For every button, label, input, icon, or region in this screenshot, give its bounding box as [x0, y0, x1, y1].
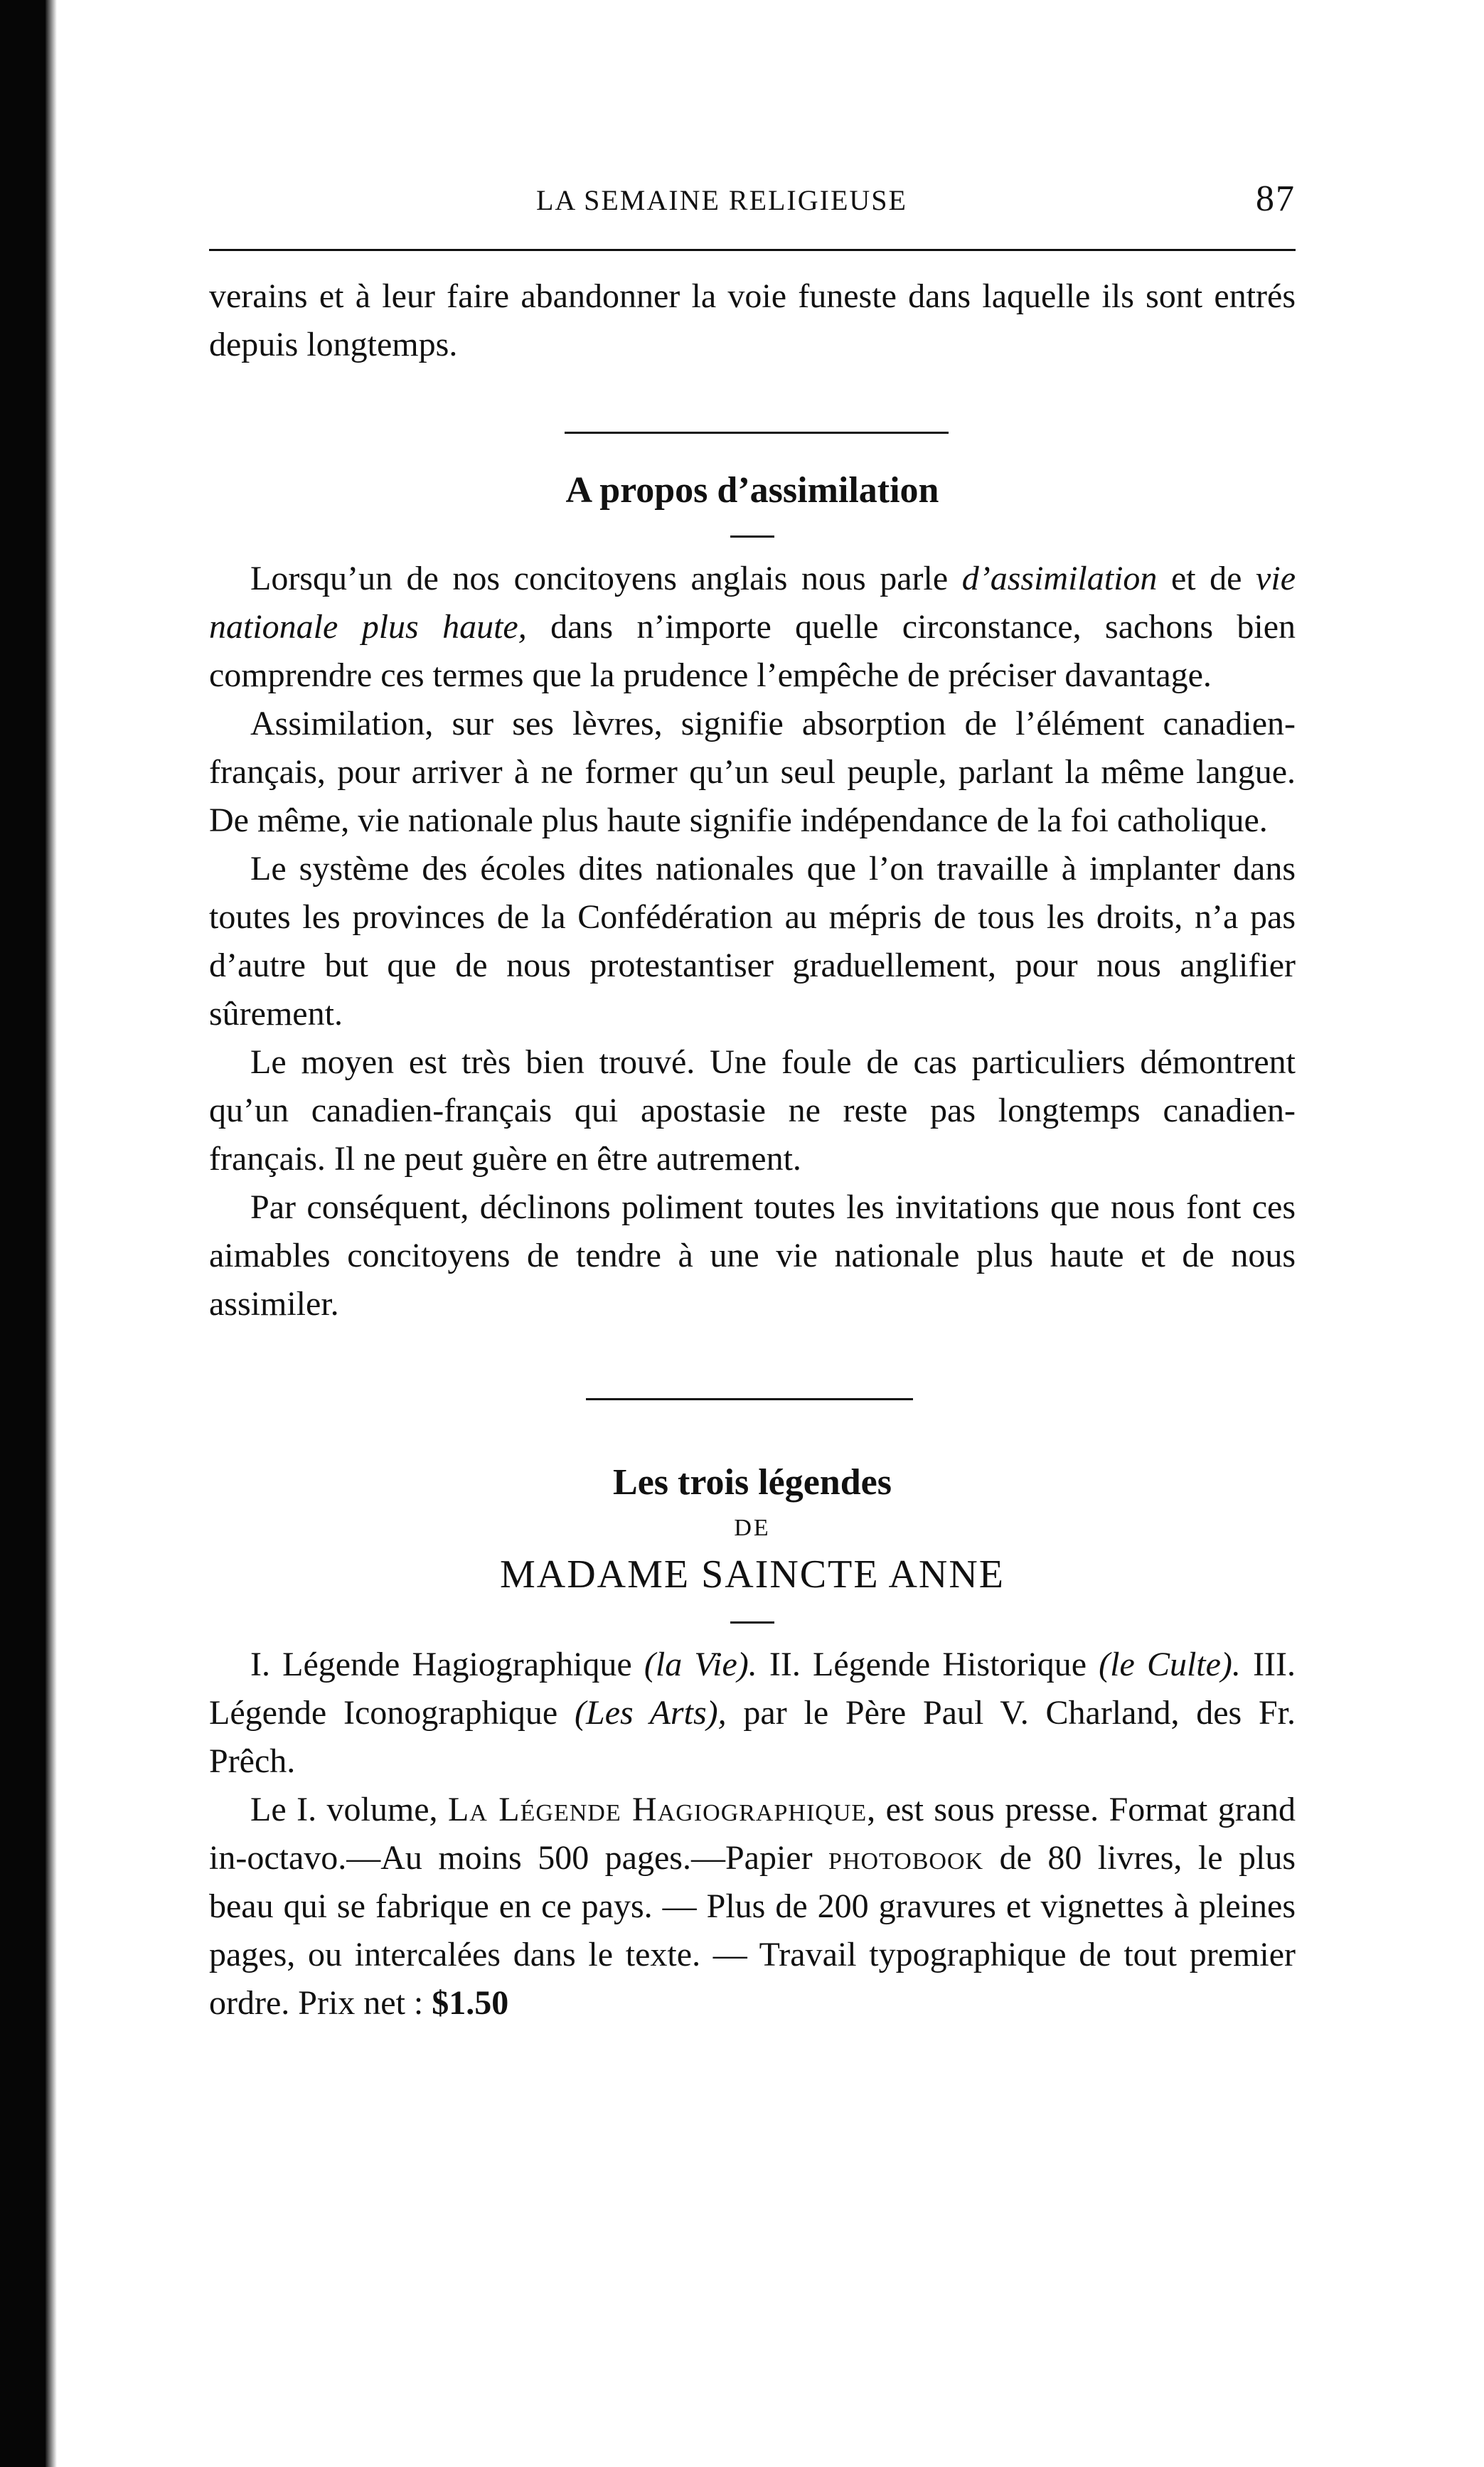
legendes-paragraph-2 — [209, 1786, 1296, 2028]
running-title: LA SEMAINE RELIGIEUSE — [536, 184, 907, 216]
running-head — [209, 178, 1296, 220]
lp2-smallcaps-title: La Légende Hagiographique — [447, 1791, 868, 1828]
article-title-sainte-anne: MADAME SAINCTE ANNE — [500, 1552, 1005, 1597]
legendes-paragraph-1 — [209, 1641, 1296, 1786]
section-divider-2 — [586, 1398, 913, 1400]
title-dash-1 — [730, 536, 774, 538]
lp1-italic-vie: (la Vie). — [644, 1646, 757, 1683]
p1-italic-vie-nationale: vie nationale plus haute, — [209, 560, 1296, 646]
assimilation-paragraph-1 — [209, 555, 1296, 700]
title-dash-2 — [730, 1621, 774, 1624]
header-rule — [209, 249, 1296, 251]
lp2-text-c: , est sous presse. Format grand in-octavo.—Au moins 500 pages.—Papier — [209, 1791, 1296, 1877]
lp2-price: $1.50 — [432, 1984, 509, 2022]
assimilation-paragraph-2: Assimilation, sur ses lèvres, signifie absorption de l’élément canadien-français, pour arriver à ne former qu’un seul peuple, parlant la même langue. De même, vie nationale plus haute signifie indépendance de la foi catholique. — [209, 705, 1296, 839]
p1-italic-assimilation: d’assimilation — [961, 560, 1158, 597]
lp1-text-a: I. Légende Hagiographique — [250, 1646, 644, 1683]
page-number: 87 — [1256, 179, 1296, 219]
assimilation-paragraph-4: Le moyen est très bien trouvé. Une foule de cas particuliers démontrent qu’un canadien-français qui apostasie ne reste pas longtemps canadien-français. Il ne peut guère en être autrement. — [209, 1043, 1296, 1178]
article-title-legendes: Les trois légendes — [613, 1462, 892, 1503]
article-title-assimilation: A propos d’assimilation — [565, 470, 939, 511]
assimilation-paragraph-5: Par conséquent, déclinons poliment toutes les invitations que nous font ces aimables concitoyens de tendre à une vie nationale plus haute et de nous assimiler. — [209, 1188, 1296, 1323]
lp1-text-c: II. Légende Historique — [757, 1646, 1099, 1683]
section-divider-1 — [565, 432, 949, 434]
continuation-paragraph: verains et à leur faire abandonner la voie funeste dans laquelle ils sont entrés depuis longtemps. — [209, 277, 1296, 363]
book-spine-shadow — [0, 0, 57, 2467]
lp1-italic-culte: (le Culte). — [1099, 1646, 1241, 1683]
article-title-de: DE — [734, 1515, 771, 1541]
assimilation-paragraph-3: Le système des écoles dites nationales que l’on travaille à implanter dans toutes les provinces de la Confédération au mépris de tous les droits, n’a pas d’autre but que de nous protestantiser graduellement, pour nous anglifier sûrement. — [209, 850, 1296, 1033]
lp2-smallcaps-photobook: photobook — [828, 1839, 984, 1877]
lp1-italic-arts: (Les Arts), — [575, 1694, 727, 1732]
p1-text-e: dans n’importe quelle circonstance, sachons bien comprendre ces termes que la prudence l’empêche de préciser davantage. — [209, 608, 1296, 694]
p1-text-c: et de — [1157, 560, 1256, 597]
lp1-text-g: par le Père Paul V. Charland, des Fr. Prêch. — [209, 1694, 1296, 1780]
page — [209, 178, 1296, 2028]
lp2-text-e: de 80 livres, le plus beau qui se fabrique en ce pays. — Plus de 200 gravures et vignettes à pleines pages, ou intercalées dans le texte. — Travail typographique de tout premier ordre. Prix net : — [209, 1839, 1296, 2022]
lp2-text-a: Le I. volume, — [250, 1791, 448, 1828]
lp1-text-e: III. Légende Iconographique — [209, 1646, 1296, 1732]
p1-text-a: Lorsqu’un de nos concitoyens anglais nous parle — [250, 560, 962, 597]
